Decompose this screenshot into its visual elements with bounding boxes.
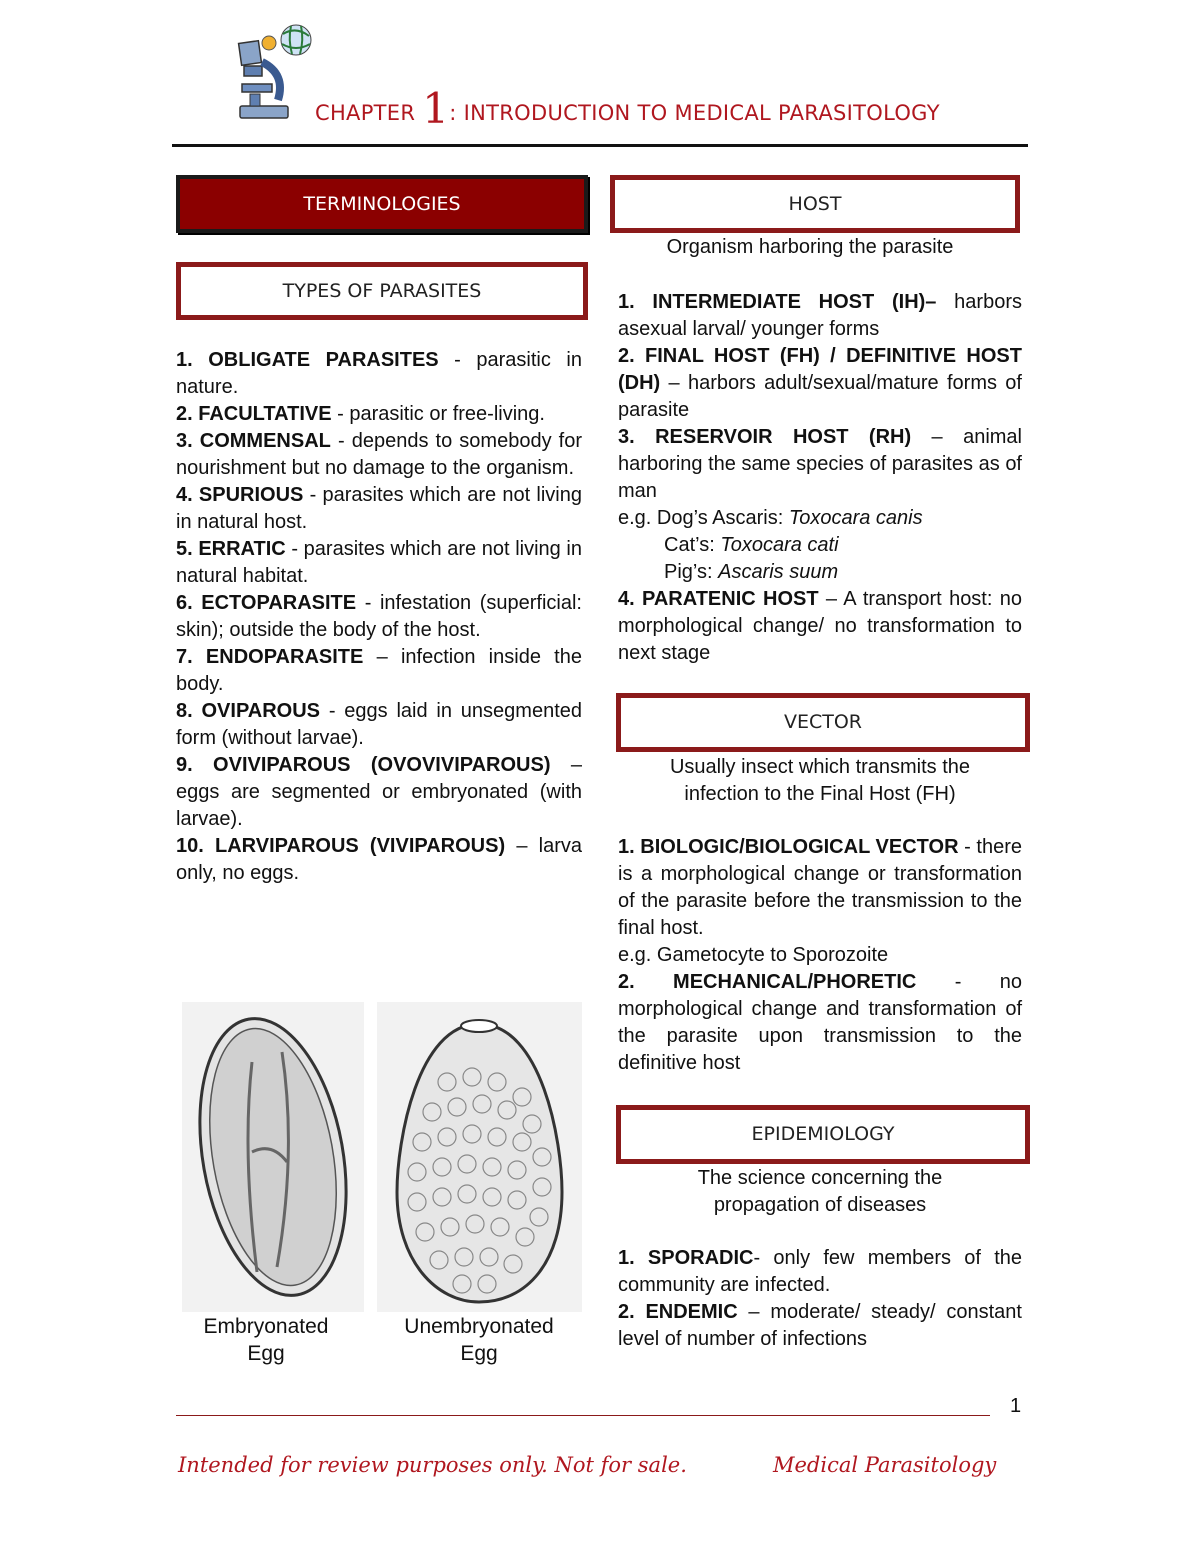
list-item bbox=[618, 1299, 1022, 1353]
list-item bbox=[176, 536, 582, 590]
term: 4. SPURIOUS bbox=[176, 484, 304, 506]
list-item bbox=[176, 698, 582, 752]
subtitle-line: propagation of diseases bbox=[713, 1194, 927, 1216]
term: 10. LARVIPAROUS (VIVIPAROUS) bbox=[176, 835, 506, 857]
definition: harbors asexual larval/ younger forms bbox=[618, 291, 1022, 340]
definition: - parasites which are not living in natural host. bbox=[176, 484, 582, 533]
definition: – eggs are segmented or embryonated (with larvae). bbox=[176, 754, 582, 830]
unembryonated-egg-illustration bbox=[377, 1002, 582, 1312]
host-title: HOST bbox=[788, 193, 842, 215]
term: 4. PARATENIC HOST bbox=[618, 588, 819, 610]
definition: - infestation (superficial: skin); outside the body of the host. bbox=[176, 592, 582, 641]
term: 1. OBLIGATE PARASITES bbox=[176, 349, 439, 371]
term: 1. INTERMEDIATE HOST (IH)– bbox=[618, 291, 937, 313]
unembryonated-egg-caption bbox=[385, 1313, 573, 1367]
definition: – harbors adult/sexual/mature forms of parasite bbox=[618, 372, 1022, 421]
header-divider bbox=[172, 144, 1028, 147]
example-label: Cat’s: bbox=[664, 534, 721, 556]
caption-line: Egg bbox=[247, 1342, 285, 1365]
definition: - there is a morphological change or transformation of the parasite before the transmission to the final host. bbox=[618, 836, 1023, 939]
subtitle-line: Usually insect which transmits the bbox=[669, 756, 971, 778]
species-name: Toxocara canis bbox=[788, 507, 923, 529]
definition: - parasitic in nature. bbox=[176, 349, 582, 398]
definition: - parasitic or free-living. bbox=[331, 403, 545, 425]
subtitle-line: infection to the Final Host (FH) bbox=[684, 783, 956, 805]
epidemiology-title: EPIDEMIOLOGY bbox=[751, 1123, 895, 1145]
epidemiology-list bbox=[618, 1245, 1022, 1353]
example-line: e.g. Gametocyte to Sporozoite bbox=[618, 944, 889, 966]
types-of-parasites-title: TYPES OF PARASITES bbox=[282, 280, 482, 302]
term: 3. COMMENSAL bbox=[176, 430, 331, 452]
term: 1. SPORADIC bbox=[618, 1247, 754, 1269]
chapter-heading: : INTRODUCTION TO MEDICAL PARASITOLOGY bbox=[449, 101, 940, 125]
definition: – infection inside the body. bbox=[176, 646, 582, 695]
term: 2. ENDEMIC bbox=[618, 1301, 738, 1323]
list-item bbox=[618, 289, 1022, 343]
chapter-word: CHAPTER bbox=[315, 101, 416, 125]
terminologies-title: TERMINOLOGIES bbox=[303, 193, 461, 215]
list-item bbox=[618, 969, 1022, 1077]
list-item bbox=[176, 401, 582, 428]
list-item bbox=[176, 752, 582, 833]
definition: – A transport host: no morphological change/ no transformation to next stage bbox=[618, 588, 1022, 664]
host-subtitle: Organism harboring the parasite bbox=[666, 236, 954, 258]
types-of-parasites-box bbox=[176, 262, 588, 320]
list-item bbox=[176, 833, 582, 887]
term: 5. ERRATIC bbox=[176, 538, 286, 560]
example-label: e.g. Dog’s Ascaris: bbox=[618, 507, 789, 529]
footer-disclaimer: Intended for review purposes only. Not for sale. bbox=[178, 1453, 687, 1477]
term: 6. ECTOPARASITE bbox=[176, 592, 357, 614]
definition: – moderate/ steady/ constant level of number of infections bbox=[618, 1301, 1022, 1350]
caption-line: Embryonated bbox=[203, 1315, 329, 1338]
footer-divider bbox=[176, 1415, 990, 1416]
caption-line: Egg bbox=[460, 1342, 498, 1365]
definition: - depends to somebody for nourishment but no damage to the organism. bbox=[176, 430, 582, 479]
term: 1. BIOLOGIC/BIOLOGICAL VECTOR bbox=[618, 836, 959, 858]
chapter-title bbox=[315, 84, 1015, 133]
term: 3. RESERVOIR HOST (RH) bbox=[618, 426, 912, 448]
vector-subtitle bbox=[616, 754, 1024, 808]
list-item bbox=[176, 590, 582, 644]
example-line bbox=[618, 559, 1022, 586]
term: 2. FINAL HOST (FH) / DEFINITIVE HOST (DH) bbox=[618, 345, 1022, 394]
host-box bbox=[610, 175, 1020, 233]
list-item bbox=[176, 644, 582, 698]
list-item bbox=[618, 586, 1022, 667]
example-line bbox=[618, 532, 1022, 559]
embryonated-egg-illustration bbox=[182, 1002, 364, 1312]
species-name: Toxocara cati bbox=[720, 534, 839, 556]
definition: – animal harboring the same species of parasites as of man bbox=[618, 426, 1022, 502]
species-name: Ascaris suum bbox=[718, 561, 839, 583]
example-label: Pig’s: bbox=[664, 561, 719, 583]
list-item bbox=[618, 1245, 1022, 1299]
definition: - eggs laid in unsegmented form (without larvae). bbox=[176, 700, 582, 749]
epidemiology-box bbox=[616, 1105, 1030, 1164]
parasite-types-list bbox=[176, 347, 582, 887]
term: 8. OVIPAROUS bbox=[176, 700, 321, 722]
list-item bbox=[618, 834, 1022, 942]
term: 9. OVIVIPAROUS (OVOVIVIPAROUS) bbox=[176, 754, 551, 776]
list-item bbox=[176, 428, 582, 482]
term: 2. FACULTATIVE bbox=[176, 403, 332, 425]
footer-subject: Medical Parasitology bbox=[773, 1453, 997, 1477]
example-line bbox=[618, 505, 1022, 532]
term: 2. MECHANICAL/PHORETIC bbox=[618, 971, 917, 993]
subtitle-line: The science concerning the bbox=[697, 1167, 943, 1189]
definition: – larva only, no eggs. bbox=[176, 835, 582, 884]
definition: - parasites which are not living in natural habitat. bbox=[176, 538, 583, 587]
vector-box bbox=[616, 693, 1030, 752]
term: 7. ENDOPARASITE bbox=[176, 646, 364, 668]
epidemiology-subtitle bbox=[616, 1165, 1024, 1219]
terminologies-banner bbox=[176, 175, 588, 233]
vector-list bbox=[618, 834, 1022, 1077]
definition: - only few members of the community are infected. bbox=[618, 1247, 1022, 1296]
list-item bbox=[618, 424, 1022, 505]
host-list bbox=[618, 289, 1022, 667]
vector-title: VECTOR bbox=[783, 711, 863, 733]
embryonated-egg-caption bbox=[182, 1313, 350, 1367]
list-item bbox=[176, 347, 582, 401]
list-item bbox=[176, 482, 582, 536]
microscope-logo-icon bbox=[236, 22, 316, 124]
caption-line: Unembryonated bbox=[404, 1315, 554, 1338]
chapter-number: 1 bbox=[422, 84, 450, 133]
list-item bbox=[618, 343, 1022, 424]
definition: - no morphological change and transformation of the parasite upon transmission to the definitive host bbox=[618, 971, 1022, 1074]
page-number: 1 bbox=[1010, 1395, 1022, 1417]
